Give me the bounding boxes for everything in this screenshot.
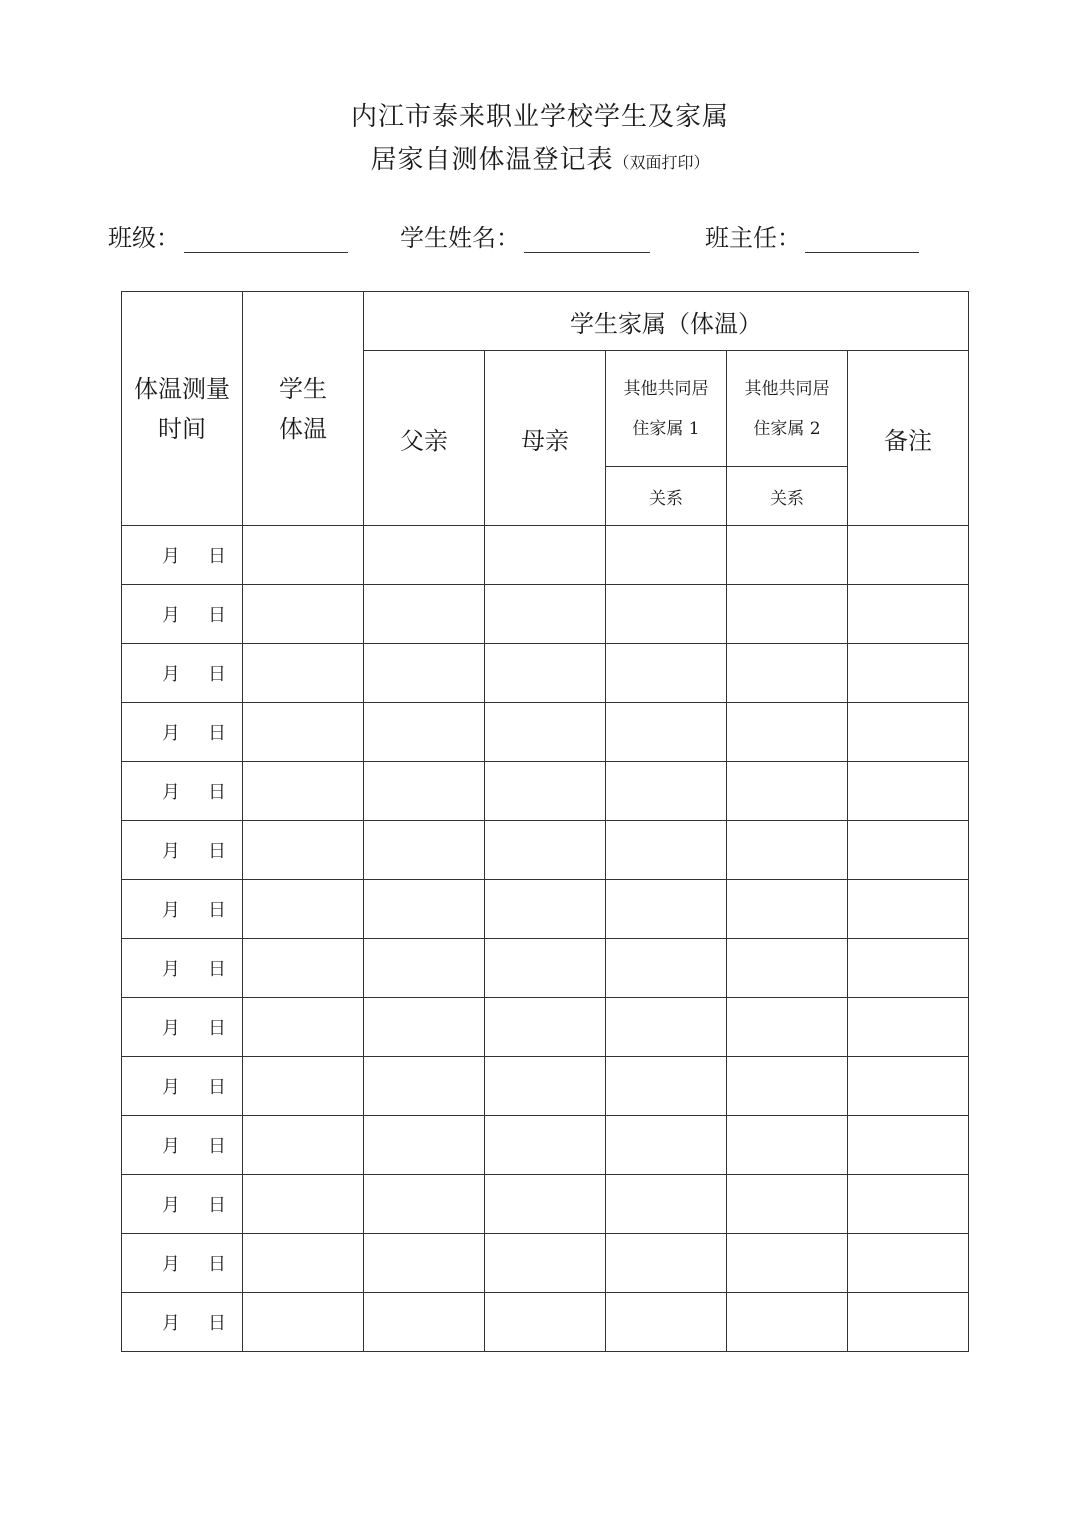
father-temp-cell[interactable]: [364, 644, 485, 703]
date-cell[interactable]: [122, 1057, 243, 1116]
header-other-family-2-line1: 其他共同居: [744, 378, 830, 399]
father-temp-cell[interactable]: [364, 1234, 485, 1293]
mother-temp-cell[interactable]: [485, 821, 606, 880]
mother-temp-cell[interactable]: [485, 644, 606, 703]
day-label: 日: [208, 1313, 226, 1334]
student-temp-cell[interactable]: [243, 1175, 364, 1234]
other-family-1-cell[interactable]: [606, 998, 727, 1057]
day-label: 日: [208, 723, 226, 744]
other-family-2-cell[interactable]: [727, 1057, 848, 1116]
month-label: 月: [162, 900, 180, 921]
father-temp-cell[interactable]: [364, 821, 485, 880]
day-label: 日: [208, 782, 226, 803]
header-student-temp-line1: 学生: [279, 374, 327, 403]
remarks-cell[interactable]: [848, 880, 969, 939]
father-temp-cell[interactable]: [364, 703, 485, 762]
other-family-1-cell[interactable]: [606, 1234, 727, 1293]
other-family-1-cell[interactable]: [606, 526, 727, 585]
other-family-2-cell[interactable]: [727, 998, 848, 1057]
day-label: 日: [208, 546, 226, 567]
head-teacher-field: [705, 218, 919, 253]
remarks-cell[interactable]: [848, 1175, 969, 1234]
mother-temp-cell[interactable]: [485, 762, 606, 821]
header-measure-time-line1: 体温测量: [134, 374, 230, 403]
header-mother: 母亲: [485, 351, 606, 526]
mother-temp-cell[interactable]: [485, 1234, 606, 1293]
month-label: 月: [162, 664, 180, 685]
father-temp-cell[interactable]: [364, 939, 485, 998]
date-cell[interactable]: [122, 1234, 243, 1293]
header-family-group: 学生家属（体温）: [364, 292, 969, 351]
other-family-2-cell[interactable]: [727, 880, 848, 939]
print-note: （双面打印）: [613, 153, 710, 172]
date-cell[interactable]: [122, 998, 243, 1057]
month-label: 月: [162, 1077, 180, 1098]
other-family-2-cell[interactable]: [727, 939, 848, 998]
other-family-2-cell[interactable]: [727, 585, 848, 644]
mother-temp-cell[interactable]: [485, 1057, 606, 1116]
father-temp-cell[interactable]: [364, 880, 485, 939]
father-temp-cell[interactable]: [364, 1057, 485, 1116]
father-temp-cell[interactable]: [364, 585, 485, 644]
student-temp-cell[interactable]: [243, 526, 364, 585]
other-family-2-cell[interactable]: [727, 1116, 848, 1175]
father-temp-cell[interactable]: [364, 1116, 485, 1175]
remarks-cell[interactable]: [848, 1293, 969, 1352]
class-label: 班级：: [108, 224, 180, 252]
mother-temp-cell[interactable]: [485, 1293, 606, 1352]
student-temp-cell[interactable]: [243, 1057, 364, 1116]
month-label: 月: [162, 546, 180, 567]
header-other-family-1-line2: 住家属 1: [632, 418, 700, 439]
date-cell[interactable]: [122, 821, 243, 880]
student-temp-cell[interactable]: [243, 1116, 364, 1175]
mother-temp-cell[interactable]: [485, 939, 606, 998]
student-temp-cell[interactable]: [243, 998, 364, 1057]
father-temp-cell[interactable]: [364, 526, 485, 585]
month-label: 月: [162, 841, 180, 862]
other-family-1-cell[interactable]: [606, 585, 727, 644]
remarks-cell[interactable]: [848, 821, 969, 880]
day-label: 日: [208, 1195, 226, 1216]
remarks-cell[interactable]: [848, 703, 969, 762]
father-temp-cell[interactable]: [364, 1293, 485, 1352]
mother-temp-cell[interactable]: [485, 880, 606, 939]
other-family-1-cell[interactable]: [606, 880, 727, 939]
mother-temp-cell[interactable]: [485, 703, 606, 762]
student-temp-cell[interactable]: [243, 880, 364, 939]
other-family-2-cell[interactable]: [727, 821, 848, 880]
table-row: [122, 703, 969, 762]
date-cell[interactable]: [122, 1116, 243, 1175]
header-father: 父亲: [364, 351, 485, 526]
table-row: [122, 939, 969, 998]
date-cell[interactable]: [122, 762, 243, 821]
day-label: 日: [208, 1254, 226, 1275]
remarks-cell[interactable]: [848, 526, 969, 585]
class-input-line[interactable]: [184, 226, 348, 253]
student-temp-cell[interactable]: [243, 939, 364, 998]
header-measure-time-line2: 时间: [158, 414, 206, 443]
day-label: 日: [208, 1077, 226, 1098]
day-label: 日: [208, 900, 226, 921]
header-other-family-1: [606, 351, 727, 467]
date-cell[interactable]: [122, 585, 243, 644]
date-cell[interactable]: [122, 644, 243, 703]
student-temp-cell[interactable]: [243, 821, 364, 880]
month-label: 月: [162, 723, 180, 744]
other-family-1-cell[interactable]: [606, 1293, 727, 1352]
month-label: 月: [162, 782, 180, 803]
temperature-log-table: [121, 291, 969, 1352]
date-cell[interactable]: [122, 703, 243, 762]
other-family-1-cell[interactable]: [606, 644, 727, 703]
other-family-2-cell[interactable]: [727, 526, 848, 585]
header-student-temp: [243, 292, 364, 526]
other-family-1-cell[interactable]: [606, 821, 727, 880]
student-temp-cell[interactable]: [243, 585, 364, 644]
father-temp-cell[interactable]: [364, 1175, 485, 1234]
student-name-field: [400, 218, 650, 253]
header-relation-1: 关系: [606, 467, 727, 526]
remarks-cell[interactable]: [848, 998, 969, 1057]
other-family-2-cell[interactable]: [727, 1175, 848, 1234]
other-family-1-cell[interactable]: [606, 1175, 727, 1234]
header-other-family-2: [727, 351, 848, 467]
father-temp-cell[interactable]: [364, 762, 485, 821]
remarks-cell[interactable]: [848, 1116, 969, 1175]
student-name-input-line[interactable]: [524, 226, 650, 253]
other-family-2-cell[interactable]: [727, 762, 848, 821]
date-cell[interactable]: [122, 939, 243, 998]
month-label: 月: [162, 1313, 180, 1334]
table-row: [122, 880, 969, 939]
date-cell[interactable]: [122, 526, 243, 585]
table-row: [122, 644, 969, 703]
header-other-family-1-line1: 其他共同居: [623, 378, 709, 399]
day-label: 日: [208, 1018, 226, 1039]
day-label: 日: [208, 605, 226, 626]
mother-temp-cell[interactable]: [485, 1175, 606, 1234]
remarks-cell[interactable]: [848, 939, 969, 998]
table-row: [122, 585, 969, 644]
day-label: 日: [208, 664, 226, 685]
mother-temp-cell[interactable]: [485, 526, 606, 585]
header-student-temp-line2: 体温: [279, 414, 327, 443]
month-label: 月: [162, 959, 180, 980]
date-cell[interactable]: [122, 880, 243, 939]
other-family-1-cell[interactable]: [606, 939, 727, 998]
other-family-1-cell[interactable]: [606, 762, 727, 821]
student-temp-cell[interactable]: [243, 703, 364, 762]
month-label: 月: [162, 605, 180, 626]
month-label: 月: [162, 1254, 180, 1275]
head-teacher-input-line[interactable]: [805, 226, 919, 253]
remarks-cell[interactable]: [848, 585, 969, 644]
day-label: 日: [208, 959, 226, 980]
other-family-2-cell[interactable]: [727, 703, 848, 762]
form-title-text: 居家自测体温登记表: [370, 145, 614, 175]
other-family-1-cell[interactable]: [606, 703, 727, 762]
date-cell[interactable]: [122, 1175, 243, 1234]
month-label: 月: [162, 1136, 180, 1157]
head-teacher-label: 班主任：: [705, 224, 801, 252]
header-measure-time: [122, 292, 243, 526]
form-title-line2: [0, 139, 1080, 176]
remarks-cell[interactable]: [848, 1057, 969, 1116]
student-temp-cell[interactable]: [243, 762, 364, 821]
table-row: [122, 762, 969, 821]
day-label: 日: [208, 841, 226, 862]
table-body: [122, 526, 969, 1352]
other-family-2-cell[interactable]: [727, 1234, 848, 1293]
mother-temp-cell[interactable]: [485, 585, 606, 644]
table-row: [122, 1116, 969, 1175]
class-field: [108, 218, 348, 253]
student-temp-cell[interactable]: [243, 1234, 364, 1293]
table-row: [122, 1057, 969, 1116]
student-name-label: 学生姓名：: [400, 224, 520, 252]
father-temp-cell[interactable]: [364, 998, 485, 1057]
date-cell[interactable]: [122, 1293, 243, 1352]
other-family-1-cell[interactable]: [606, 1116, 727, 1175]
day-label: 日: [208, 1136, 226, 1157]
form-title-line1: 内江市泰来职业学校学生及家属: [350, 102, 729, 132]
student-temp-cell[interactable]: [243, 644, 364, 703]
table-row: [122, 1234, 969, 1293]
month-label: 月: [162, 1018, 180, 1039]
table-row: [122, 1293, 969, 1352]
other-family-2-cell[interactable]: [727, 644, 848, 703]
table-row: [122, 998, 969, 1057]
header-relation-2: 关系: [727, 467, 848, 526]
student-temp-cell[interactable]: [243, 1293, 364, 1352]
mother-temp-cell[interactable]: [485, 1116, 606, 1175]
other-family-1-cell[interactable]: [606, 1057, 727, 1116]
header-other-family-2-line2: 住家属 2: [753, 418, 821, 439]
mother-temp-cell[interactable]: [485, 998, 606, 1057]
header-remarks: 备注: [848, 351, 969, 526]
remarks-cell[interactable]: [848, 762, 969, 821]
other-family-2-cell[interactable]: [727, 1293, 848, 1352]
month-label: 月: [162, 1195, 180, 1216]
table-row: [122, 1175, 969, 1234]
remarks-cell[interactable]: [848, 644, 969, 703]
remarks-cell[interactable]: [848, 1234, 969, 1293]
table-row: [122, 821, 969, 880]
table-row: [122, 526, 969, 585]
